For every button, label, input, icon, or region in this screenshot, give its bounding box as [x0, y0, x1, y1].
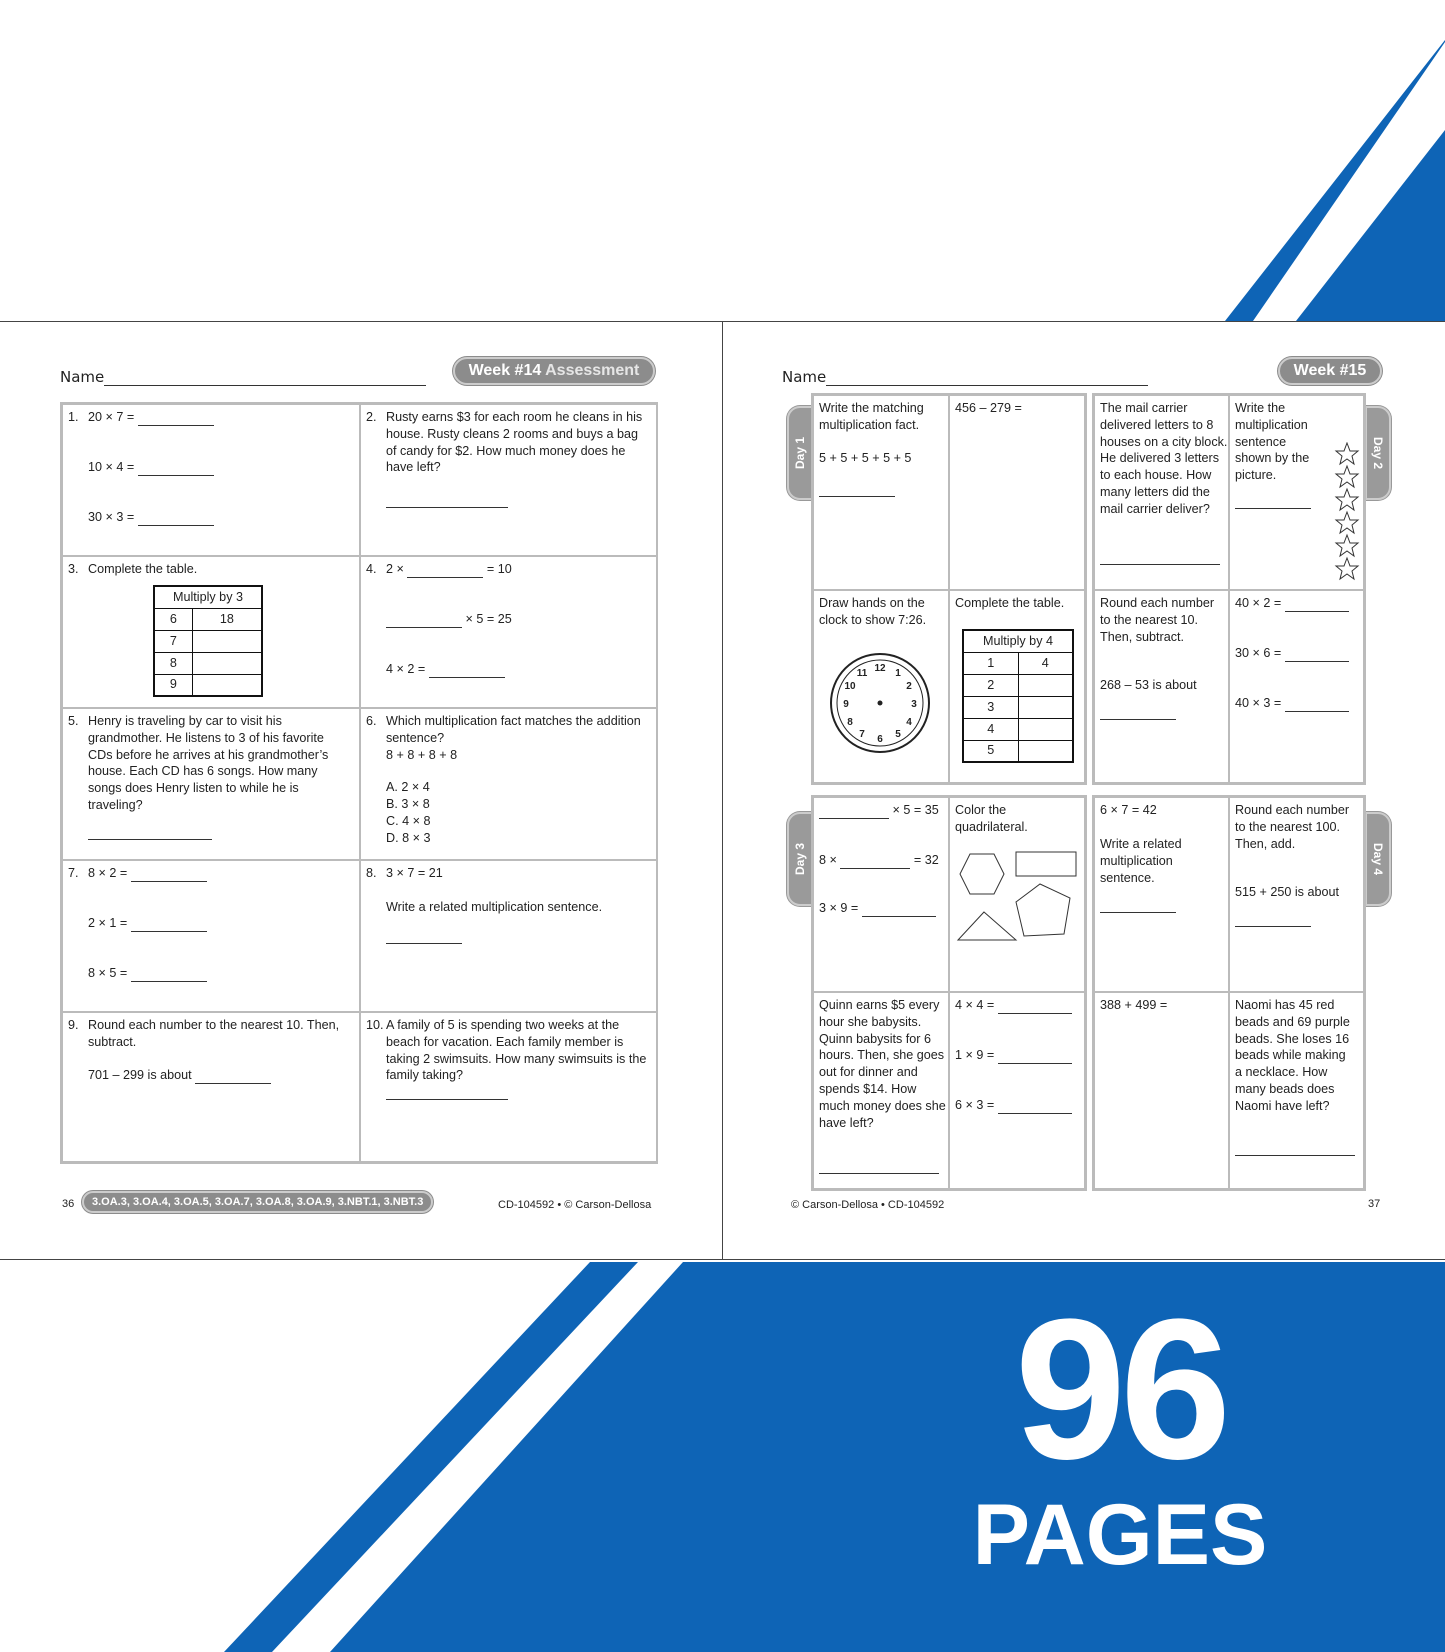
problem-text: Write the multiplication sentence shown by the picture.: [1235, 401, 1310, 483]
problem-text: 4 × 4 =: [955, 998, 995, 1012]
problem-text: Round each number to the nearest 10. Then, subtract.: [1100, 596, 1215, 644]
answer-blank[interactable]: [1235, 1155, 1355, 1156]
day-3-block: [811, 795, 1087, 1191]
week-number: Week #14: [468, 362, 542, 379]
day-3-problem-d: [949, 992, 1085, 1189]
answer-blank[interactable]: [88, 839, 212, 840]
problem-text: 40 × 2 =: [1235, 596, 1282, 610]
answer-blank[interactable]: [386, 943, 462, 944]
question-number: 2.: [366, 410, 377, 424]
answer-blank[interactable]: [131, 868, 207, 882]
problem-text: = 32: [913, 853, 939, 867]
name-rule: [826, 385, 1148, 386]
question-1: [62, 404, 360, 556]
answer-blank[interactable]: [819, 496, 895, 497]
problem-text: 10 × 4 =: [88, 460, 135, 474]
table-cell: 2: [963, 674, 1018, 696]
problem-text: Write a related multiplication sentence.: [1100, 837, 1182, 885]
page-number: 37: [1368, 1198, 1381, 1210]
answer-blank[interactable]: [1285, 598, 1349, 612]
answer-blank[interactable]: [1100, 912, 1176, 913]
question-5: [62, 708, 360, 860]
problem-text: Write a related multiplication sentence.: [386, 900, 603, 914]
clock-numeral: 12: [874, 663, 886, 674]
problem-text: The mail carrier delivered letters to 8 houses on a city block. He delivered 3 letters to each house. How many letters did the mail carrier deliver?: [1100, 401, 1228, 516]
bottom-blue-band: [330, 1262, 1445, 1652]
answer-option[interactable]: A. 2 × 4: [386, 780, 430, 794]
question-3: [62, 556, 360, 708]
table-cell[interactable]: [192, 674, 262, 696]
problem-text: × 5 = 25: [465, 612, 512, 626]
table-cell[interactable]: [1018, 718, 1073, 740]
day-3-problem-b: [949, 797, 1085, 992]
table-cell: 7: [154, 630, 192, 652]
day-2-problem-b: [1229, 395, 1364, 590]
day-4-tab[interactable]: [1365, 812, 1391, 906]
answer-blank[interactable]: [1285, 698, 1349, 712]
answer-blank[interactable]: [138, 462, 214, 476]
question-number: 5.: [68, 714, 79, 728]
page-number: 36: [62, 1198, 75, 1210]
page-count-number: 96: [1014, 1278, 1226, 1501]
clock-numeral: 8: [847, 717, 853, 728]
day-label: Day 2: [1371, 436, 1385, 470]
question-number: 8.: [366, 866, 377, 880]
hexagon-shape: [960, 854, 1004, 894]
day-3-tab[interactable]: [787, 812, 813, 906]
problem-text: 268 – 53 is about: [1100, 678, 1197, 692]
problem-text: A family of 5 is spending two weeks at the beach for vacation. Each family member is taking 2 swimsuits. How many swimsuits is the family taking?: [386, 1018, 647, 1083]
question-number: 7.: [68, 866, 79, 880]
day-4-problem-b: [1229, 797, 1364, 992]
page-count-label: PAGES: [972, 1487, 1268, 1583]
answer-blank[interactable]: [386, 614, 462, 628]
problem-text: 701 – 299 is about: [88, 1068, 192, 1082]
answer-blank[interactable]: [131, 968, 207, 982]
answer-option[interactable]: C. 4 × 8: [386, 814, 431, 828]
week-number: Week #15: [1293, 362, 1367, 379]
question-6: [360, 708, 658, 860]
day-2-problem-d: [1229, 590, 1364, 783]
star-picture: [1334, 442, 1360, 582]
problem-text: 2 × 1 =: [88, 916, 128, 930]
problem-text: Color the quadrilateral.: [955, 803, 1028, 834]
problem-text: Write the matching multiplication fact.: [819, 401, 924, 432]
problem-text: 3 × 7 = 21: [386, 866, 443, 880]
clock-numeral: 7: [859, 729, 865, 740]
problem-text: × 5 = 35: [892, 803, 939, 817]
table-header: Multiply by 4: [963, 630, 1073, 652]
workbook-page-right: [722, 321, 1445, 1260]
problem-text: Rusty earns $3 for each room he cleans in his house. Rusty cleans 2 rooms and buys a bag of candy for $2. How much money does he have left?: [386, 410, 643, 475]
name-field: [60, 368, 426, 386]
problem-text: 388 + 499 =: [1100, 998, 1168, 1012]
multiply-by-4-table: [962, 629, 1074, 763]
day-4-problem-c: [1094, 992, 1229, 1189]
problem-text: 4 × 2 =: [386, 662, 426, 676]
question-number: 6.: [366, 714, 377, 728]
answer-option[interactable]: D. 8 × 3: [386, 831, 431, 845]
problem-text: 8 ×: [819, 853, 837, 867]
answer-blank[interactable]: [998, 1050, 1072, 1064]
answer-blank[interactable]: [1100, 564, 1220, 565]
question-number: 10.: [366, 1018, 384, 1032]
week-badge: [1278, 357, 1382, 385]
shapes-picture[interactable]: [956, 850, 1080, 950]
problem-text: Complete the table.: [88, 562, 198, 576]
clock-numeral: 3: [911, 699, 917, 710]
product-code: © Carson-Dellosa • CD-104592: [791, 1199, 945, 1211]
answer-blank[interactable]: [819, 1173, 939, 1174]
answer-blank[interactable]: [386, 507, 508, 508]
day-3-problem-c: [813, 992, 949, 1189]
question-number: 4.: [366, 562, 377, 576]
day-label: Day 4: [1371, 842, 1385, 876]
problem-text: Which multiplication fact matches the addition sentence?: [386, 714, 641, 745]
day-1-block: [811, 393, 1087, 785]
product-code: CD-104592 • © Carson-Dellosa: [498, 1199, 652, 1211]
table-cell: 6: [154, 608, 192, 630]
table-cell: 4: [963, 718, 1018, 740]
answer-blank[interactable]: [1235, 926, 1311, 927]
multiply-by-3-table: [153, 585, 263, 697]
answer-blank[interactable]: [138, 512, 214, 526]
table-cell[interactable]: [192, 630, 262, 652]
name-rule: [104, 385, 426, 386]
question-8: [360, 860, 658, 1012]
table-cell: 9: [154, 674, 192, 696]
problem-text: 1 × 9 =: [955, 1048, 995, 1062]
clock-numeral: 1: [895, 668, 901, 679]
day-1-problem-d: [949, 590, 1085, 783]
answer-blank[interactable]: [819, 805, 889, 819]
problem-text: 515 + 250 is about: [1235, 885, 1339, 899]
answer-blank[interactable]: [407, 564, 483, 578]
clock-numeral: 11: [856, 668, 868, 679]
assessment-grid: [60, 402, 658, 1164]
question-2: [360, 404, 658, 556]
problem-text: 30 × 6 =: [1235, 646, 1282, 660]
clock-numeral: 10: [844, 681, 856, 692]
problem-text: 5 + 5 + 5 + 5 + 5: [819, 451, 912, 465]
day-1-problem-a: [813, 395, 949, 590]
table-cell: 1: [963, 652, 1018, 674]
table-header: Multiply by 3: [154, 586, 262, 608]
problem-text: Naomi has 45 red beads and 69 purple beads. She loses 16 beads while making a necklace. How many beads does Naomi have left?: [1235, 998, 1350, 1113]
problem-text: = 10: [486, 562, 512, 576]
answer-blank[interactable]: [840, 855, 910, 869]
problem-text: 8 × 2 =: [88, 866, 128, 880]
answer-blank[interactable]: [386, 1099, 508, 1100]
question-7: [62, 860, 360, 1012]
triangle-shape: [958, 912, 1016, 940]
problem-text: 6 × 3 =: [955, 1098, 995, 1112]
problem-text: 456 – 279 =: [955, 401, 1022, 415]
answer-blank[interactable]: [862, 903, 936, 917]
clock-numeral: 4: [906, 717, 912, 728]
problem-text: Complete the table.: [955, 596, 1065, 610]
day-label: Day 1: [793, 436, 807, 470]
answer-blank[interactable]: [195, 1070, 271, 1084]
table-cell: 3: [963, 696, 1018, 718]
clock-face[interactable]: [828, 651, 932, 755]
name-label: Name: [782, 368, 827, 386]
problem-text: Draw hands on the clock to show 7:26.: [819, 596, 927, 627]
answer-blank[interactable]: [1235, 508, 1311, 509]
clock-numeral: 9: [843, 699, 849, 710]
answer-blank[interactable]: [998, 1000, 1072, 1014]
question-number: 1.: [68, 410, 79, 424]
day-2-block: [1092, 393, 1366, 785]
name-field: [782, 368, 1148, 386]
problem-text: 2 ×: [386, 562, 404, 576]
day-4-block: [1092, 795, 1366, 1191]
day-1-problem-b: [949, 395, 1085, 590]
problem-text: Quinn earns $5 every hour she babysits. Quinn babysits for 6 hours. Then, she goes out for dinner and spends $14. How much money does she have left?: [819, 998, 946, 1130]
day-1-tab[interactable]: [787, 406, 813, 500]
addition-sentence: 8 + 8 + 8 + 8: [386, 748, 458, 762]
problem-text: Round each number to the nearest 10. Then, subtract.: [88, 1018, 340, 1049]
workbook-page-left: [0, 321, 723, 1260]
problem-text: 30 × 3 =: [88, 510, 135, 524]
day-label: Day 3: [793, 842, 807, 876]
answer-option[interactable]: B. 3 × 8: [386, 797, 430, 811]
week-type: Assessment: [545, 362, 640, 379]
problem-text: 20 × 7 =: [88, 410, 135, 424]
standards-badge: 3.OA.3, 3.OA.4, 3.OA.5, 3.OA.7, 3.OA.8, 3.OA.9, 3.NBT.1, 3.NBT.3: [82, 1191, 433, 1213]
day-4-problem-a: [1094, 797, 1229, 992]
question-9: [62, 1012, 360, 1162]
clock-numeral: 2: [906, 681, 912, 692]
answer-blank[interactable]: [1100, 719, 1176, 720]
table-cell[interactable]: [1018, 674, 1073, 696]
day-2-problem-c: [1094, 590, 1229, 783]
answer-blank[interactable]: [138, 412, 214, 426]
answer-blank[interactable]: [1285, 648, 1349, 662]
day-1-problem-c: [813, 590, 949, 783]
day-2-problem-a: [1094, 395, 1229, 590]
clock-numeral: 5: [895, 729, 901, 740]
answer-blank[interactable]: [131, 918, 207, 932]
pentagon-shape: [1016, 884, 1070, 936]
problem-text: 3 × 9 =: [819, 901, 859, 915]
table-cell[interactable]: [192, 652, 262, 674]
question-number: 3.: [68, 562, 79, 576]
question-number: 9.: [68, 1018, 79, 1032]
week-badge: [453, 357, 655, 385]
table-cell: 5: [963, 740, 1018, 762]
table-cell: 8: [154, 652, 192, 674]
problem-text: Henry is traveling by car to visit his grandmother. He listens to 3 of his favorite CDs before he arrives at his grandmother’s house. Each CD has 6 songs. How many songs does Henry listen to while he is traveling?: [88, 714, 329, 812]
table-cell: 4: [1018, 652, 1073, 674]
clock-numeral: 6: [877, 734, 883, 745]
table-cell[interactable]: [1018, 740, 1073, 762]
day-2-tab[interactable]: [1365, 406, 1391, 500]
problem-text: 6 × 7 = 42: [1100, 803, 1157, 817]
table-cell[interactable]: [1018, 696, 1073, 718]
problem-text: Round each number to the nearest 100. Then, add.: [1235, 803, 1350, 851]
table-cell: 18: [192, 608, 262, 630]
answer-blank[interactable]: [429, 664, 505, 678]
rectangle-shape: [1016, 852, 1076, 876]
name-label: Name: [60, 368, 105, 386]
day-3-problem-a: [813, 797, 949, 992]
problem-text: 40 × 3 =: [1235, 696, 1282, 710]
answer-blank[interactable]: [998, 1100, 1072, 1114]
question-4: [360, 556, 658, 708]
problem-text: 8 × 5 =: [88, 966, 128, 980]
question-10: [360, 1012, 658, 1162]
day-4-problem-d: [1229, 992, 1364, 1189]
